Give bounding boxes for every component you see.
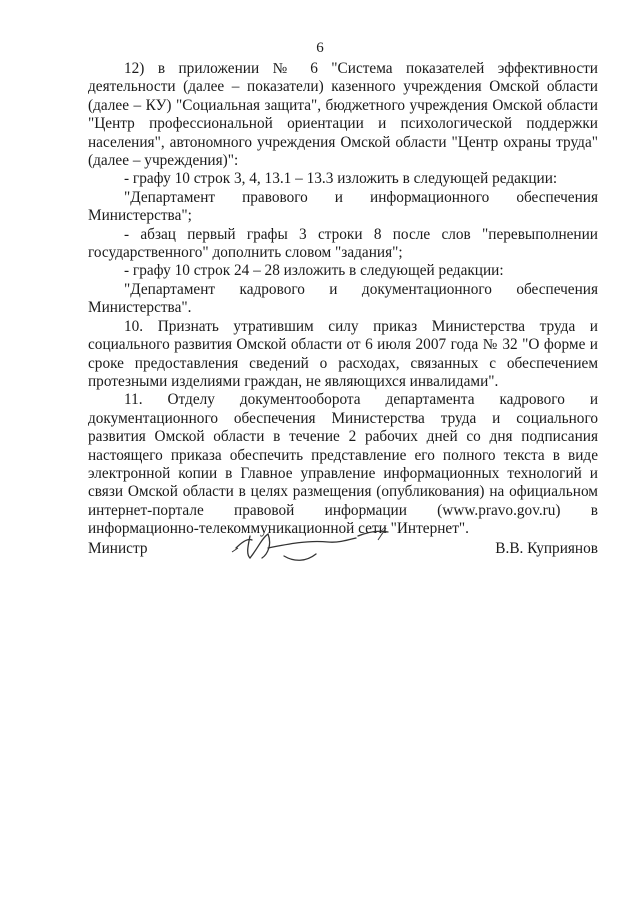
document-body: [88, 60, 598, 539]
signatory-name: В.В. Куприянов: [495, 540, 598, 557]
paragraph-column10-rows-24-28: - графу 10 строк 24 – 28 изложить в следующей редакции:: [124, 262, 504, 280]
paragraph-item-11: 11. Отделу документооборота департамента кадрового и документационного обеспечения Министерства труда и социального развития Омской области в течение 2 рабочих дней со дня подписания настоящего приказа обеспечить представление его полного текста в виде электронной копии в Главное управление информационных технологий и связи Омской области в целях размещения (опубликования) на официальном интернет-портале правовой информации (www.pravo.gov.ru) в информационно-телекоммуникационной сети "Интернет".: [88, 391, 598, 538]
signature-block: [88, 540, 598, 570]
paragraph-item-10: 10. Признать утратившим силу приказ Министерства труда и социального развития Омской области от 6 июля 2007 года № 32 "О форме и сроке предоставления сведений о расходах, связанных с обеспечением протезными изделиями граждан, не являющихся инвалидами".: [88, 317, 598, 390]
signatory-position: Министр: [88, 540, 148, 557]
paragraph-department-legal: "Департамент правового и информационного обеспечения Министерства";: [88, 188, 598, 225]
paragraph-item-12: 12) в приложении № 6 "Система показателей эффективности деятельности (далее – показатели) казенного учреждения Омской области (далее – КУ) "Социальная защита", бюджетного учреждения Омской области "Центр профессиональной ориентации и психологической поддержки населения", автономного учреждения Омской области "Центр охраны труда" (далее – учреждения)":: [88, 60, 598, 170]
paragraph-department-hr: "Департамент кадрового и документационного обеспечения Министерства".: [88, 280, 598, 317]
paragraph-row8-amendment: - абзац первый графы 3 строки 8 после слов "перевыполнении государственного" дополнить словом "задания";: [88, 225, 598, 262]
paragraph-column10-rows-3-4: - графу 10 строк 3, 4, 13.1 – 13.3 изложить в следующей редакции:: [124, 170, 558, 188]
page-number: 6: [316, 40, 324, 56]
